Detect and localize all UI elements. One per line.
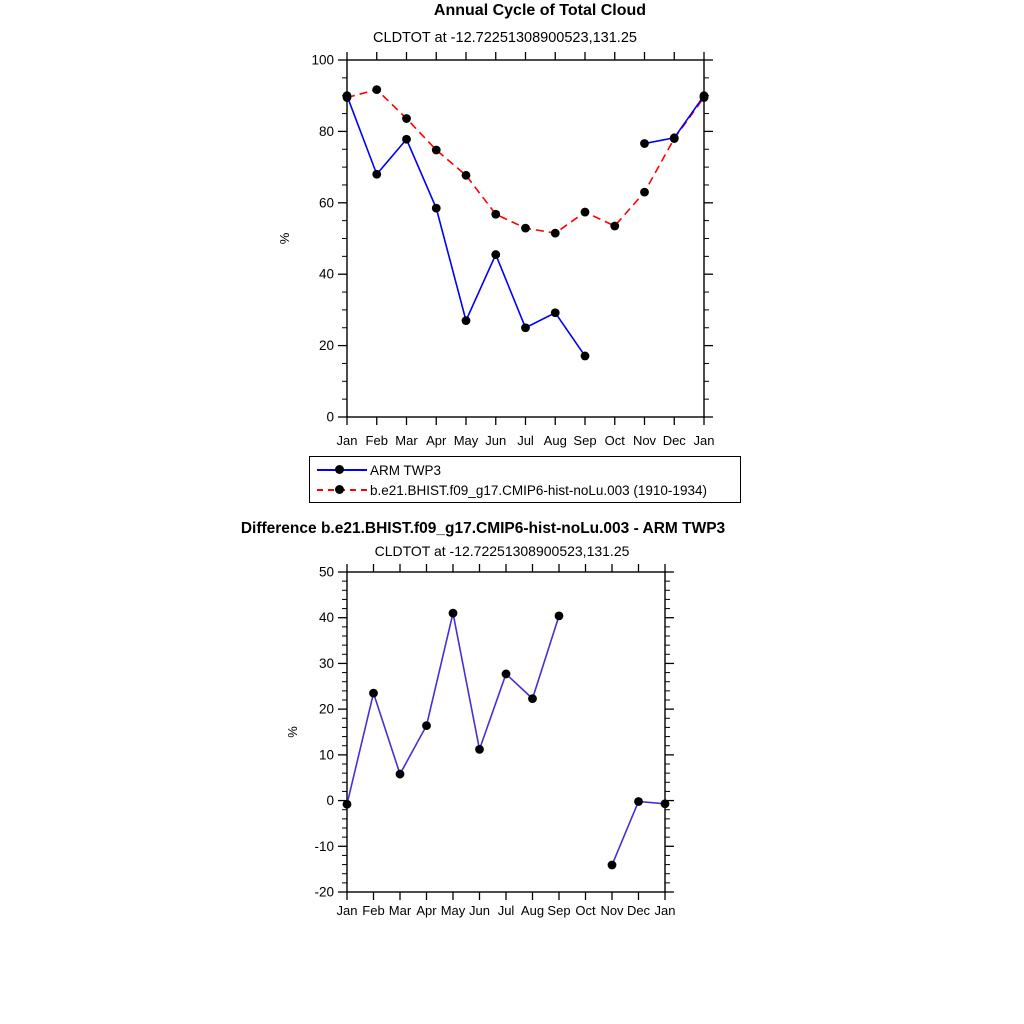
data-point-marker [369, 689, 378, 698]
x-tick-label: Apr [416, 903, 437, 918]
x-tick-label: Jun [469, 903, 490, 918]
series-line-b-e21-bhist-f09-g17-cmip6-hist [347, 613, 559, 804]
plot-frame [347, 60, 704, 417]
legend-item-arm-twp3 [310, 460, 740, 480]
data-point-marker [396, 770, 405, 779]
x-tick-label: May [440, 903, 466, 918]
data-point-marker [551, 308, 560, 317]
data-point-marker [462, 316, 471, 325]
data-point-marker [372, 85, 381, 94]
y-tick-label: 40 [318, 266, 334, 282]
data-point-marker [610, 222, 619, 231]
top-chart-title: Annual Cycle of Total Cloud [433, 2, 647, 19]
x-tick-label: Jul [497, 903, 515, 918]
x-tick-label: Jan [336, 903, 358, 918]
series-line-b-e21-bhist-f09-g17-cmip6-hist [612, 801, 665, 865]
data-point-marker [372, 170, 381, 179]
x-tick-label: Jul [517, 433, 534, 448]
legend-label-model: b.e21.BHIST.f09_g17.CMIP6-hist-noLu.003 (1910-1934) [370, 482, 707, 498]
x-tick-label: Nov [600, 903, 624, 918]
x-tick-label: Dec [626, 903, 651, 918]
plot-frame [347, 572, 665, 892]
data-point-marker [581, 208, 590, 217]
data-point-marker [432, 204, 441, 213]
data-point-marker [608, 861, 617, 870]
data-point-marker [661, 799, 670, 808]
data-point-marker [670, 134, 679, 143]
x-tick-label: May [453, 433, 479, 448]
data-point-marker [521, 224, 530, 233]
series-line-b-e21-bhist-f09-g17-cmip6-hist [347, 90, 704, 234]
data-point-marker [449, 609, 458, 618]
x-tick-label: Sep [573, 433, 597, 448]
x-tick-label: Mar [395, 433, 418, 448]
y-tick-label: -20 [314, 884, 334, 900]
data-point-marker [491, 250, 500, 259]
data-point-marker [422, 721, 431, 730]
x-tick-label: Aug [543, 433, 567, 448]
x-tick-label: Oct [604, 433, 625, 448]
data-point-marker [555, 611, 564, 620]
x-tick-label: Jan [336, 433, 358, 448]
y-tick-label: 30 [318, 655, 334, 671]
top-chart-subtitle: CLDTOT at -12.72251308900523,131.25 [373, 30, 637, 46]
legend-marker-icon [335, 465, 344, 474]
y-tick-label: 80 [318, 123, 334, 139]
x-tick-label: Mar [388, 903, 412, 918]
y-tick-label: 0 [326, 793, 334, 809]
y-tick-label: 20 [318, 338, 334, 354]
y-tick-label: 0 [326, 409, 334, 425]
x-tick-label: Oct [575, 903, 596, 918]
y-tick-label: 50 [318, 564, 334, 580]
data-point-marker [700, 93, 709, 102]
data-point-marker [491, 210, 500, 219]
data-point-marker [475, 745, 484, 754]
x-tick-label: Feb [362, 903, 385, 918]
y-axis-label: % [285, 726, 300, 738]
data-point-marker [402, 135, 411, 144]
x-tick-label: Dec [662, 433, 686, 448]
x-tick-label: Jun [485, 433, 507, 448]
data-point-marker [551, 229, 560, 238]
y-tick-label: 40 [318, 610, 334, 626]
data-point-marker [640, 139, 649, 148]
data-point-marker [462, 171, 471, 180]
difference-chart [0, 555, 1024, 930]
data-point-marker [640, 188, 649, 197]
x-tick-label: Aug [520, 903, 545, 918]
difference-chart-title: Difference b.e21.BHIST.f09_g17.CMIP6-hist-noLu.003 - ARM TWP3 [240, 520, 726, 537]
legend-line-sample-dashed [317, 485, 367, 495]
legend-line-sample-solid [317, 465, 367, 475]
data-point-marker [528, 694, 537, 703]
x-tick-label: Sep [547, 903, 571, 918]
data-point-marker [502, 670, 511, 679]
legend-item-model [310, 480, 740, 500]
data-point-marker [432, 146, 441, 155]
y-tick-label: 10 [318, 747, 334, 763]
data-point-marker [343, 800, 352, 809]
y-tick-label: 60 [318, 195, 334, 211]
y-tick-label: -10 [314, 838, 334, 854]
legend-label-obs: ARM TWP3 [370, 462, 442, 478]
difference-chart-subtitle: CLDTOT at -12.72251308900523,131.25 [374, 543, 630, 559]
data-point-marker [521, 323, 530, 332]
data-point-marker [402, 114, 411, 123]
x-tick-label: Jan [693, 433, 715, 448]
data-point-marker [634, 797, 643, 806]
x-tick-label: Apr [426, 433, 447, 448]
x-tick-label: Jan [654, 903, 676, 918]
y-axis-label: % [277, 232, 292, 245]
y-tick-label: 100 [311, 52, 334, 68]
x-tick-label: Feb [365, 433, 388, 448]
y-tick-label: 20 [318, 701, 334, 717]
data-point-marker [343, 93, 352, 102]
data-point-marker [581, 352, 590, 361]
legend [309, 456, 741, 503]
legend-marker-icon [335, 485, 344, 494]
x-tick-label: Nov [632, 433, 657, 448]
annual-cycle-chart [0, 0, 1024, 455]
